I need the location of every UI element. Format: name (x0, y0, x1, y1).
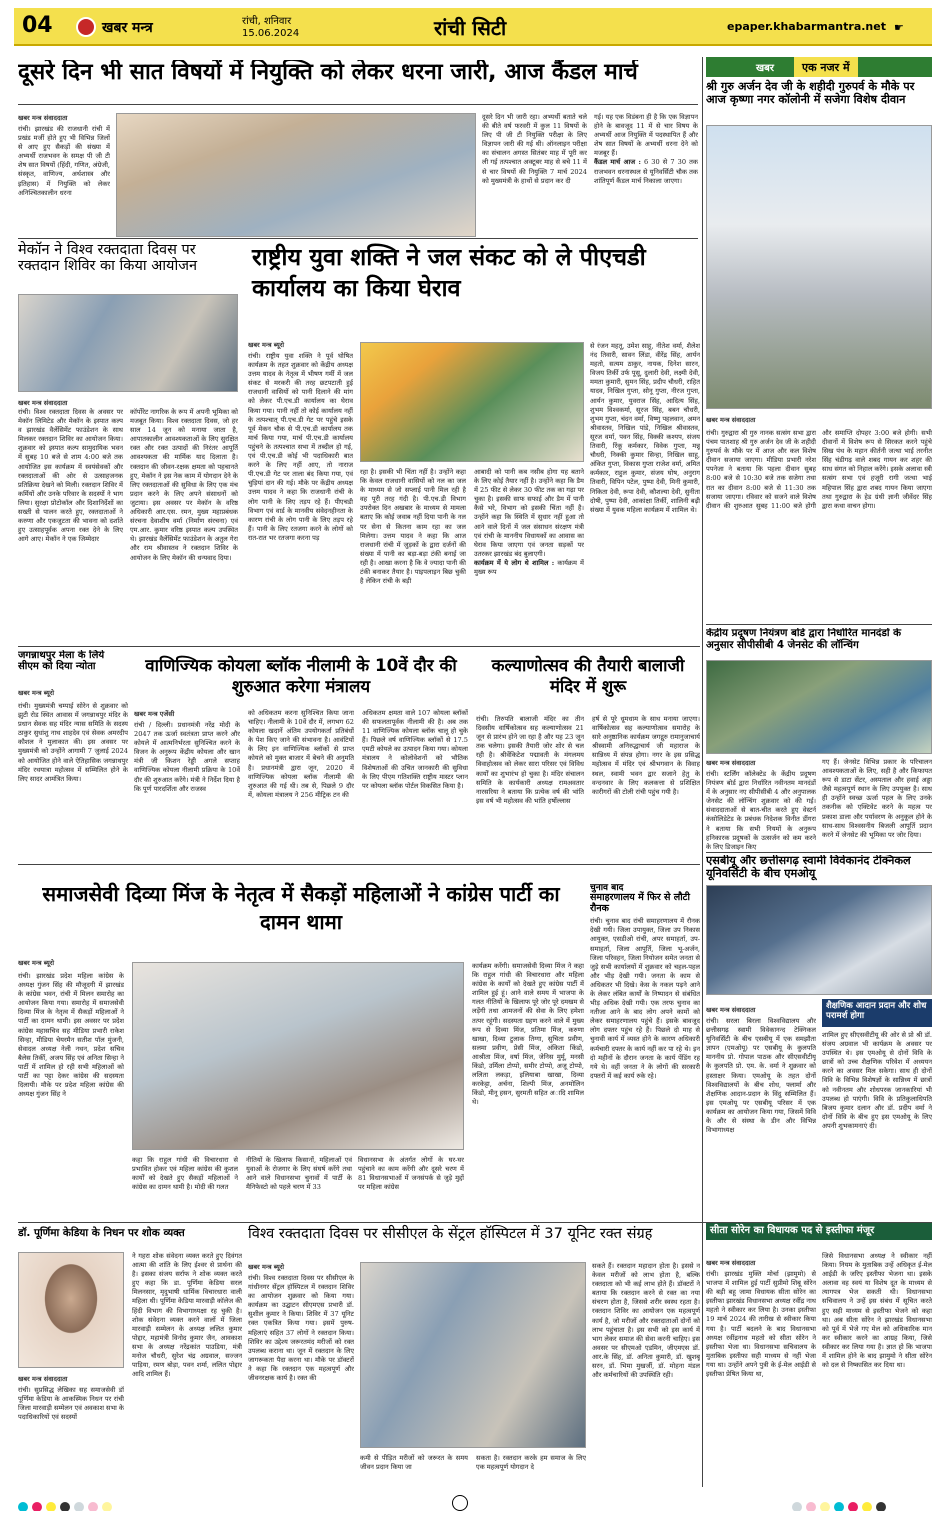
mecon-photo (18, 294, 238, 392)
lead-col-3: गई। यह एक विडंबना ही है कि एक विज्ञापन होने के बावजूद 11 में से चार विषय के अभ्यर्थी आज नियुक्ति में पदस्थापित हैं और शेष सात विषयों के अभ्यर्थी धरना देने को मजबूर हैं। (594, 113, 698, 158)
ek-nazar-bar (706, 57, 932, 77)
rule-top (18, 104, 698, 105)
ccl-story (248, 1222, 700, 1484)
soren-col-2: जिसे विधानसभा अध्यक्ष ने स्वीकार नहीं किया। नियम के मुताबिक उन्हें अधिकृत ई-मेल आईडी के जरिए इस्तीफा भेजना था। इसके अलावा वह स्वयं या विशेष दूत के माध्यम से त्यागपत्र भेज सकती थी। विधानसभा सचिवालय ने उन्हें इस संबंध में सूचित करते हुए सही माध्यम से इस्तीफा भेजने को कहा था। अब सीता सोरेन ने झारखंड विधानसभा को पूर्व में भेजे गए मेल को अधिकारिक मान कर स्वीकार करने का आग्रह किया, जिसे स्वीकार कर लिया गया है। ज्ञात हो कि भाजपा में शामिल होने के बाद झामुमो ने सीता सोरेन को दल से निष्कासित कर दिया था। (822, 1252, 932, 1370)
mecon-story (18, 238, 238, 638)
rule-lead-bottom (18, 238, 698, 239)
congress-photo (132, 962, 464, 1150)
coal-col-2: को अधिकतम करना सुनिश्चित किया जाना चाहिए। नीलामी के 10वें दौर में, लगभग 62 कोयला खदानें अंतिम उपयोगकर्ता प्रतिबंधों के पेश किए जाने की संभावना है। आवंटियों के लिए इन वाणिज्यिक ब्लॉकों से प्राप्त कोयले को मुक्त बाजार में बेचने की अनुमति है। प्रधानमंत्री द्वारा जून, 2020 में वाणिज्यिक कोयला ब्लॉक नीलामी की शुरुआत की गई थी। तब से, पिछले 9 दौर में, कोयला मंत्रालय ने 256 मीट्रिक टन की (248, 709, 354, 799)
congress-col-1: रांची। झारखंड प्रदेश महिला कांग्रेस के अध्यक्ष गुंजन सिंह की मौजूदगी में झारखंड के कांग्रेस भवन, रांची में मिलन समारोह का आयोजन किया गया। समारोह में समाजसेवी दिव्या मिंज के नेतृत्व में सैकड़ों महिलाओं ने पार्टी का दामन थामी। इस अवसर पर प्रदेश कांग्रेस महासचिव सह मीडिया प्रभारी राकेश सिन्हा, मीडिया चेयरमैन सतीश पॉल मुंजनी, सेवादल अध्यक्ष नेली नथन, प्रदेश सचिव बैलेस तिर्की, अजय सिंह एवं अनिता सिन्हा ने पार्टी में शामिल हो रही सभी महिलाओं को पार्टी का पट्टा देकर कांग्रेस की सदस्यता दिलायी। मौके पर प्रदेश महिला कांग्रेस की अध्यक्ष गुंजन सिंह ने (18, 972, 124, 1099)
election-headline: समाहरणालय में फिर से लौटी रौनक (590, 892, 690, 914)
header-city-date: रांची, शनिवार (242, 16, 292, 27)
mou-story (706, 855, 932, 1215)
mecon-byline: खबर मन्त्र संवाददाता (18, 399, 68, 407)
lead-story (18, 113, 698, 238)
ek-nazar-label: एक नजर में (794, 57, 858, 77)
congress-story (18, 880, 584, 1220)
congress-col-4: विधानसभा के अंतर्गत लोगों के घर-घर पहुंचाने का काम करेंगी और दूसरे चरण में 81 विधानसभाओं में जनसंपर्क से जुड़े मुद्दों पर महिला कांग्रेस (358, 1156, 464, 1192)
obituary-byline: खबर मन्त्र संवाददाता (18, 1375, 68, 1383)
dharna-photo (116, 113, 476, 237)
lead-col-2: दूसरे दिन भी जारी रहा। अभ्यर्थी बताते चले की बीते वर्ष फरवरी में कुल 11 विषयों के लिए पी जी टी नियुक्ति परीक्षा के लिए विज्ञापन जारी की गई थी। ऑनलाइन परीक्षा का संचालन अगस्त सितंबर माह में पूरी कर ली गई तत्पश्चात अक्टूबर माह से बचे 11 में से चार विषयों की नियुक्ति 7 मार्च 2024 को मुख्यमंत्री के हाथों से प्रदान कर दी (482, 113, 587, 185)
page-number: 04 (22, 13, 53, 38)
election-text: रांची। चुनाव बाद रांची समाहरणालय में रौनक देखी गयी। जिला उपायुक्त, जिला उप निकास आयुक्त, एसडीओ रांची, अपर समाहर्ता, उप-समाहर्ता, जिला आपूर्ति, जिला भू-अर्जन, जिला परिवहन, जिला नियोजन समेत जनता से जुड़े सभी कार्यालयों में शुक्रवार को चहल-पहल और भीड़ देखी गयी। जनता के काम से अधिकतर भी दिखे। केस के नकल पढ़ने आने के लेकर लंबित कार्यों के निष्पादन से संबंधित भीड़ अधिक देखी गयी। एक तरफ चुनाव का नतीजा आने के बाद लोग अपने कामों को लेकर समाहरणालय पहुंचे हैं। इसके बावजूद लोग दफ्तर पहुंच रहे हैं। पिछले दो माह से चुनावी कार्य में व्यस्त होने के कारण अधिकारी कर्मचारी दफ्तर के कार्य नहीं कर पा रहे थे। इन दो महीनों के दौरान जनता के कार्य पेंडिंग रह गये थे। वहीं जनता ने के लोगों की सरकारी दफ्तरों में कई कार्य रुके रहे। (590, 917, 700, 1080)
ccl-col-1: रांची। विश्व रक्तदाता दिवस पर सीसीएल के गांधीनगर सेंट्रल हॉस्पिटल में रक्तदान शिविर का आयोजन शुक्रवार को किया गया। कार्यक्रम का उद्घाटन सीएमएस प्रभारी डॉ. सुशील कुमार ने किया। शिविर में 37 यूनिट रक्त एकत्रित किया गया। इसमें पुरुष-महिलाएं सहित 37 लोगों ने रक्तदान किया। शिविर का उद्देश्य जरूरतमंद मरीजों को रक्त उपलब्ध कराना था। जून में रक्तदान के लिए जागरूकता पैदा करना था। मौके पर डॉक्टरों ने कहा कि रक्तदान एक महत्वपूर्ण और जीवनरक्षक कार्य है। रक्त की (248, 1274, 354, 1383)
congress-col-3: नीतियों के खिलाफ किसानों, महिलाओं एवं युवाओं के रोजगार के लिए संघर्ष करेंगे तथा आने वाले विधानसभा चुनावों में पार्टी के मैनिफेस्टो को पहले चरण में 33 (246, 1156, 352, 1192)
cpcb-col-1: रांची। स्टर्लिंग कॉलेक्टेड के केंद्रीय प्रदूषण नियंत्रण बोर्ड द्वारा निर्धारित नवीनतम मानदंडों में के अनुसार नए सीपीसीबी 4 और अनुपालक जेनसेट की लॉन्चिंग शुक्रवार को की गई। संवाददाताओं से बात-चीत करते हुए वेस्टर्न कंसोलिडेटेड के प्रबंधक निदेशक विनीत डींगरा ने बताया कि सभी नियमों के अनुरूप हनिकारक प्रदूषकों के उत्सर्जन को कम करने के लिए डिजाइन किए (706, 770, 816, 850)
rys-participants (474, 559, 584, 577)
ek-nazar-section (706, 57, 932, 625)
mecon-col-1: रांची। विश्व रक्तदाता दिवस के अवसर पर मेकॉन लिमिटेड और मेकॉन के इस्पात कल्प व झारखंड वैलेंसिमेंट फाउंडेशन के साथ मिलकर रक्तदान शिविर का आयोजन किया। शुक्रवार को इस्पात कल्प सामुदायिक भवन में सुबह 10 बजे से शाम 4:00 बजे तक आयोजित इस कार्यक्रम में स्वयंसेवकों और रक्तदाताओं की ओर से उत्साहजनक प्रतिक्रिया देखने को मिली। रक्तदान शिविर में कर्मियों और उनके परिवार के सदस्यों ने भाग लिया। सुरक्षा प्रोटोकॉल और दिशानिर्देशों का सख्ती से पालन करते हुए, रक्तदाताओं ने करुणा और एकजुटता की भावना को दर्शाते हुए उत्साहपूर्वक अपना रक्त देने के लिए आगे आए। मेकॉन ने एक जिम्मेदार (18, 408, 123, 544)
rys-story (248, 238, 700, 643)
mou-col-2: शामिल हुए सीएसवीटीयू की ओर से प्रो श्री डॉ. संजय अग्रवाल भी कार्यक्रम के अवसर पर उपस्थित थे। इस एमओयू से दोनों विवि के छात्रों को उच्च शैक्षणिक परिवेश में अध्ययन करने का अवसर मिल सकेगा। साथ ही दोनों विवि के विभिन्न विशेषज्ञों के सान्निध्य में छात्रों को नवीनतम और शोधपरक जानकारियां भी उपलब्ध हो पाएंगी। विवि के प्रतिकुलाधिपति बिजय कुमार दलान और डॉ. प्रदीप वर्मा ने दोनों विवि के बीच हुए इस एमओयू के लिए अपनी शुभकामनाएं दी। (822, 1031, 932, 1130)
rule-right-1 (706, 624, 932, 625)
coal-col-3: अधिकतम क्षमता वाले 107 कोयला ब्लॉकों की सफलतापूर्वक नीलामी की है। अब तक 11 वाणिज्यिक कोयला ब्लॉक चालू हो चुके हैं। पिछले वर्ष वाणिज्यिक ब्लॉकों से 17.5 एमटी कोयले का उत्पादन किया गया। कोयला मंत्रालय ने कोलोवेशनों को भौतिक विशेषताओं की उचित जानकारी की सुविधा के लिए पीएम गतिशक्ति राष्ट्रीय मास्टर प्लान पर कोयला ब्लॉक पोर्टल विकसित किया है। (362, 709, 468, 790)
brand-logo-icon (76, 17, 96, 37)
masthead-bar (14, 8, 932, 46)
cpcb-byline: खबर मन्त्र संवाददाता (706, 759, 756, 767)
mou-byline: खबर मन्त्र संवाददाता (706, 1006, 756, 1014)
jagannathpur-story (18, 650, 128, 860)
registration-crosshair-icon (452, 1495, 468, 1511)
main-headline: दूसरे दिन भी सात विषयों में नियुक्ति को लेकर धरना जारी, आज कैंडल मार्च (18, 60, 638, 85)
election-story (590, 880, 700, 1235)
soren-byline: खबर मन्त्र संवाददाता (706, 1259, 756, 1267)
jagannathpur-text: रांची। मुख्यमंत्री चम्पाई सोरेन से शुक्रवार को झुटी रोड स्थित आवास में जगन्नाथपुर मंदिर के प्रधान सेवक सह मंदिर न्यास समिति के सदस्य ठाकुर सुधांशु नाथ शाहदेव एवं सेवक अमरदीप कौशल ने मुलाकात की। इस अवसर पर मुख्यमंत्री को उन्होंने आगामी 7 जुलाई 2024 को आयोजित होने वाले ऐतिहासिक जगन्नाथपुर मंदिर रथयात्रा महोत्सव में सम्मिलित होने के लिए सादर आमंत्रित किया। (18, 702, 128, 783)
coal-headline: वाणिज्यिक कोयला ब्लॉक नीलामी के 10वें दौर की शुरुआत करेगा मंत्रालय (145, 655, 457, 696)
kalyanotsav-story (476, 655, 700, 860)
mecon-col-2: कॉर्पोरेट नागरिक के रूप में अपनी भूमिका को मजबूत किया। विश्व रक्तदाता दिवस, जो हर साल 14 जून को मनाया जाता है, आपातकालीन आवश्यकताओं के लिए सुरक्षित रक्त और रक्त उत्पादों की निरंतर आपूर्ति आवश्यकता की मार्मिक याद दिलाता है। रक्तदान की जीवन-रक्षक क्षमता को पहचानते हुए, मेकॉन ने इस नेक काम में योगदान देने के लिए रक्तदाताओं की सुविधा के लिए एक मंच प्रदान करने के लिए अपने संसाधनों को जुटाया। इस अवसर पर मेकॉन के वरिष्ठ अधिकारी आर.एस. रमन, मुख्य महाप्रबंधक संरचना देवाशीष वर्मा (निर्माण संरचना) एवं एम.आर. कुमार वरिष्ठ इस्पात कल्प उपस्थित थे। झारखंड वैलेंसिमेंट फाउंडेशन के अतुल गेरा और राम श्रीवास्तव ने रक्तदान शिविर के आयोजन के लिए मेकॉन की धन्यवाद दिया। (130, 408, 238, 562)
section-title: रांची सिटी (434, 16, 507, 40)
lead-col-3b (594, 158, 698, 185)
rys-col-4: से रंजन महतू, उमेश साहू, नीतेश वर्मा, शैलेश नंद तिवारी, सावन लिंडा, वीरेंद्र सिंह, आर्यन महतो, सत्यम ठाकुर, नायक, दिनेश सारन, विजय तिर्की उर्फ पूसू, दुलारी देवी, लक्ष्मी देवी, ममता कुमारी, सुमन सिंह, प्रदीप चौधरी, राहित यादव, निखिल गुप्ता, सोनू गुप्ता, नीरज गुप्ता, आर्यन कुमार, युवराज सिंह, आदित्य सिंह, शुभम विश्वकर्मा, सूरज सिंह, बबन चौधरी, शुभम गुप्ता, चंदन वर्मा, विष्णु पहलवान, अमन श्रीवास्तव, निखिल पांडे, निखिल श्रीवास्तव, सूरज वर्मा, पवन सिंह, विक्की कश्यप, संजय तिवारी, रिंकू कर्मकार, विवेक गुप्ता, मन्नू चौधरी, निक्की कुमार सिन्हा, निखिल साहू, अंकित गुप्ता, विकास गुप्ता राजेश वर्मा, अमित कर्मकार, राहुल कुमार, संजय घोष, अनुराग तिवारी, विपिन पटेल, पुष्पा देवी, मिनी कुमारी, निकिता देवी, रूपा देवी, कौशल्या देवी, सुनीता दोषी, पुष्पा देवी, आकांक्षा तिर्की, शालिनी बढ़ी संख्या में युवक महिला कार्यक्रम में शामिल थे। (590, 342, 700, 514)
rys-col-3: आबादी को पानी कब नसीब होगा यह बताने के लिए कोई तैयार नहीं है। उन्होंने कहा कि डैम में 25 फीट से लेकर 30 फीट तक का गढ़ा पर चुका है। इसकी साफ सफाई और डैम में पानी कैसे भरे, विभाग को इसकी चिंता नहीं है। उन्होंने कहा कि स्थिति में सुधार नहीं हुआ तो आने वाले दिनों में जल संसाधन संरक्षण मंत्री एवं रांची के माननीय विधायकों का आवास का घेराव किया जाएगा एवं जनता सड़कों पर उतरकर झारखंड बंद बुलाएगी। (474, 468, 584, 558)
election-kicker: चुनाव बाद (590, 883, 624, 893)
congress-col-2: कहा कि राहुल गांधी की विचारधारा से प्रभावित होकर एवं महिला कांग्रेस की कुशल कार्यों को देखते हुए सैकड़ों महिलाओं ने कांग्रेस का दामन थामी है। मोदी की गलत (132, 1156, 238, 1192)
soren-col-1: रांची। झारखंड मुक्ति मोर्चा (झामुमो) से भाजपा में शामिल हुई पार्टी सुप्रीमो शिबू सोरेन की बड़ी बहू जामा विधायक सीता सोरेन का इस्तीफा झारखंड विधानसभा अध्यक्ष रवींद्र नाथ महतो ने स्वीकार कर लिया है। उनका इस्तीफा 19 मार्च 2024 की तारीख से स्वीकार किया गया है। पार्टी बदलने के बाद विधानसभा अध्यक्ष रवींद्रनाथ महतो को सीता सोरेन ने इस्तीफा भेजा था। विधानसभा सचिवालय के मुताबिक इस्तीफा सही माध्यम से नहीं भेजा गया था। उन्होंने अपने पुत्री के ई-मेल आईडी से इस्तीफा प्रेषित किया था, (706, 1270, 816, 1379)
kalyanotsav-col-2: हर्ष से पूरे धूमधाम के साथ मनाया जाएगा। वार्षिकोत्सव सह कल्याणोत्सव समारोह के सारे अनुष्ठानिक कार्यक्रम जगद्गुरु रामानुजाचार्य श्रीस्वामी अनिरुद्धाचार्य जी महाराज के सान्निध्य में संपन्न होगा। नगर के इस प्रसिद्ध महोत्सव में मंदिर एवं श्रीभगवान के विवाह स्थल, स्वामी भवन द्वार सजाने हेतु के वन्दनवार के लिए कलकत्ता से प्रशिक्षित कारीगरों की टोली रांची पहुंच गयी है। (592, 715, 700, 796)
brand-name: खबर मन्त्र (102, 20, 153, 36)
cursor-icon: ☛ (894, 21, 904, 34)
congress-col-5: कार्यक्रम करेंगी। समाजसेवी दिव्या मिंज ने कहा कि राहुल गांधी की विचारधारा और महिला कांग्रेस के कार्यों को देखते हुए कांग्रेस पार्टी में शामिल हुई हूं। आने वाले समय में भाजपा के गलत नीतियों के खिलाफ पूरे जोर पूरे दमखम से लड़ेंगी तथा आमजनों की सेवा के लिए हमेशा तत्पर रहूंगी। सदस्यता ग्रहण करने वाले में मुख्य रूप से दिव्या मिंज, प्रतिमा मिंज, करुणा खाखा, दिव्या टुलाक तिग्गा, सुचिता प्रवीण, सलमा प्रवीण, प्रेसी मिंज, अंकिता किंडो, आश्रीता मिंज, वर्षा मिंज, जेनिस मुर्मू, मनसी किंडो, उर्मिला टोप्पो, समीर टोप्पो, अजू टोप्पो, ललिता लकड़ा, इलियाबा खाखा, दिव्या करकेट्टा, अर्चना, शिल्पी मिंज, अनमोलिन किंडो, मीनू हसन, सुरमती सहित अादि शामिल थे। (472, 962, 584, 1107)
mou-headline: एसबीयू और छत्तीसगढ़ स्वामी विवेकानंद टेक्निकल यूनिवर्सिटी के बीच एमओयू (706, 855, 911, 880)
congress-headline: समाजसेवी दिव्या मिंज के नेतृत्व में सैकड़ों महिलाओं ने कांग्रेस पार्टी का दामन थामा (42, 882, 560, 934)
rule-right-col (702, 57, 703, 1487)
lead-col-1: रांची। झारखंड की राजधानी रांची में प्रखंड मर्जी होते हुए भी विभिन्न जिलों से आए हुए सैकड़ों की संख्या में अभ्यर्थी राजभवन के समक्ष पी जी टी शेष सात विषयों (हिंदी, गणित, अंग्रेजी, संस्कृत, वाणिज्य, अर्थशास्त्र और इतिहास) में नियुक्ति को लेकर अनिश्चितकालीन धरना (18, 125, 110, 197)
rule-mid-3 (18, 1222, 932, 1223)
candle-march-text: 6 30 से 7 30 तक राजभवन धरनास्थल से यूनिवर्सिटी चौक तक शांतिपूर्ण कैंडल मार्च निकाला जाएगा। (594, 158, 698, 185)
candle-march-subhead: कैंडल मार्च आज : (594, 158, 641, 167)
rule-mid-1 (18, 646, 700, 647)
rys-participants-label: कार्यक्रम में ये लोग थे शामिल : (474, 558, 555, 567)
obituary-headline: डॉ. पूर्णिमा केडिया के निधन पर शोक व्यक्त (18, 1227, 185, 1239)
gurudwara-photo (706, 125, 932, 409)
rys-participants-intro: कार्यक्रम में मुख्य रूप (474, 558, 584, 577)
rule-right-2 (706, 852, 932, 853)
congress-byline: खबर मन्त्र ब्यूरो (18, 959, 55, 967)
ek-nazar-brand: खबर (756, 63, 774, 74)
ccl-col-2: कमी से पीड़ित मरीजों को जरूरत के समय जीवन प्रदान किया जा (360, 1454, 468, 1472)
rys-photo (360, 342, 584, 462)
obituary-col-1: रांची। सुप्रसिद्ध लेखिका सह समाजसेवी डॉ पूर्णिमा केडिया के आकस्मिक निधन पर रांची जिला मारवाड़ी सम्मेलन एवं अवकाश सभा के पदाधिकारियों एवं सदस्यों (18, 1386, 124, 1422)
kalyanotsav-headline: कल्याणोत्सव की तैयारी बालाजी मंदिर में शुरू (491, 655, 685, 696)
obituary-col-2: ने गहरा शोक संवेदना व्यक्त करते हुए दिवंगत आत्मा की शांति के लिए ईश्वर से प्रार्थना की है। इसका संजय सर्राफ ने शोक व्यक्त करते हुए कहा कि डा. पूर्णिमा केडिया सरल मिलनसार, मृदुभाषी धार्मिक विचारधारा वाली महिला थी। पूर्णिमा केडिया मारवाड़ी कॉलेज की हिंदी विभाग की विभागाध्यक्षा रह चुकी है। शोक संवेदना व्यक्त करने वालों में जिला मारवाड़ी सम्मेलन के अध्यक्ष ललित कुमार पोद्दार, महामंत्री विनोद कुमार जैन, आवकाश सभा के अध्यक्ष नरेंद्रकांत पाउडिया, मंत्री मनोज चौधरी, सुरेश चंद्र अग्रवाल, सज्जन पाड़िया, रमण बोड़ा, पवन शर्मा, ललित पोद्दार आदि शामिल हैं। (132, 1252, 242, 1379)
mou-col-1: रांची। सरला बिरला विश्वविद्यालय और छत्तीसगढ़ स्वामी विवेकानन्द टेक्निकल यूनिवर्सिटी के बीच एसबीयू में एक समझौता ज्ञापन (एमओयू) पर एसबीयू के कुलपति माननीय प्रो. गोपाल पाठक और सीएसवीटीयू के कुलपति प्रो. एम. के. वर्मा ने शुक्रवार को हस्ताक्षर किया। एमओयू के तहत दोनों विश्वविद्यालयों के बीच शोध, फ्लार्मा और शैक्षणिक आदान-प्रदान के विंदु सम्मिलित हैं। इस एमओयू पर एसबीयू परिसर में एक कार्यक्रम का आयोजन किया गया, जिसमें विवि के और से संस्था के डीन और विभिन्न विभागाध्यक्ष (706, 1017, 816, 1135)
cpcb-story (706, 628, 932, 850)
ccl-col-3: सकता है। रक्तदान करके हम समाज के लिए एक महत्वपूर्ण योगदान दे (476, 1454, 586, 1472)
soren-story (706, 1222, 932, 1484)
cpcb-headline: केंद्रीय प्रदूषण नियंत्रण बोर्ड द्वारा निर्धारित मानदंडों के अनुसार सीपीसीबी 4 जेनसेट की लॉन्चिंग (706, 628, 902, 651)
ek-nazar-byline: खबर मन्त्र संवाददाता (706, 416, 756, 424)
soren-headline: सीता सोरेन का विधायक पद से इस्तीफा मंजूर (706, 1222, 932, 1240)
mou-caption-box: शैक्षणिक आदान प्रदान और शोध परामर्श होगा (822, 999, 932, 1027)
kalyanotsav-col-1: रांची। तिरुपति बालाजी मंदिर का तीन दिवसीय वार्षिकोत्सव सह कल्याणोत्सव 21 जून से प्रारंभ होने जा रहा है और यह 23 जून तक चलेगा। इसकी तैयारी जोर शोर से चल रही है। श्रीवेंकिटेश पद्मावती के मंगलमय विवाहोत्सव को लेकर सारा परिसर एवं विविध कार्यों का शुभारंभ हो चुका है। मंदिर संचालन समिति के कार्यकारी अध्यक्ष रामअवतार नारसरिया ने बताया कि प्रत्येक वर्ष की भांति इस वर्ष भी महोत्सव की भांति हर्षोल्लास (476, 715, 584, 805)
ek-nazar-text: रांची। गुरुद्वारा श्री गुरु नानक सत्संग सभा द्वारा पंचम पातशाह श्री गुरु अर्जन देव जी के शहीदी गुरुपर्व के मौके पर में आज और कल विशेष दीवान सजाया जाएगा। मीडिया प्रभारी नरेश पपनेजा ने बताया कि पहला दीवान सुबह 8:00 बजे से 10:30 बजे तक सजेगा तथा रात का दीवान 8:00 बजे से 11:30 तक सजाया जाएगा। रविवार को सजने वाले विशेष दीवान की शुरुआत सुबह 11:00 बजे होगी और समाप्ति दोपहर 3:00 बजे होगी। सभी दीवानों में विशेष रूप से सिरकत करने पहुंचे सिख पंथ के महान कीर्तनी जत्था भाई तरनीत सिंह चंडीगढ़ वाले शबद गायन कर शहर की साध संगत को निहाल करेंगे। इसके अलावा स्त्री सत्संग सभा एवं हजूरी रागी जत्था भाई महिपाल सिंह द्वारा शबद गायन किया जाएगा तथा गुरुद्वारा के हेड ग्रंथी ज्ञानी जीवेंदर सिंह द्वारा कथा वाचन होगा। (706, 429, 932, 510)
coal-col-1: रांची / दिल्ली। प्रधानमंत्री नरेंद्र मोदी के 2047 तक ऊर्जा स्वतंत्रता प्राप्त करने और कोयले में आत्मनिर्भरता सुनिश्चित करने के विजन के अनुरूप केंद्रीय कोयला और खान मंत्री जी किशन रेड्डी अगले सप्ताह वाणिज्यिक कोयला नीलामी प्रक्रिया के 10वें दौर की शुरुआत करेंगे। मंत्री ने निर्देश दिया है कि पूर्ण पारदर्शिता और राजस्व (134, 721, 240, 793)
rys-col-2: रहा है। इसकी भी चिंता नहीं है। उन्होंने कहा कि केवल राजधानी वासियों को नल का जल के माध्यम से जो सप्लाई पानी मिल रही है वह पूरी तरह गंदी है। पी.एच.डी विभाग उपरोक्त दिन अखबार के माध्यम से मामला बताए कि कोई जवाब नहीं दिया पानी के नल पर सेना से कितना काम रहा का जल मिलेगा। उत्तम यादव ने कहा कि आज राजधानी रांची में जुड़कों के द्वारा दर्जनों की संख्या में पानी का बड़ा-बड़ा टंकी बनाई जा रही है। आखा करना है कि वे ज्यादा पानी की टंकी बनाकर तैयार है। पाइपलाइन बिछ चुकी है लेकिन रांची के बड़ी (360, 468, 466, 586)
obituary-story (18, 1222, 242, 1484)
coal-story (134, 655, 468, 860)
mou-photo (706, 885, 932, 995)
rule-mid-2 (18, 864, 700, 865)
ccl-byline: खबर मन्त्र ब्यूरो (248, 1263, 285, 1271)
byline: खबर मन्त्र संवाददाता (18, 114, 68, 122)
header-date: 15.06.2024 (242, 28, 300, 39)
ek-nazar-headline: श्री गुरु अर्जन देव जी के शहीदी गुरुपर्व के मौके पर आज कृष्णा नगर कॉलोनी में सजेगा विशेष दीवान (706, 80, 915, 106)
rys-headline: राष्ट्रीय युवा शक्ति ने जल संकट को ले पीएचडी कार्यालय का किया घेराव (252, 243, 646, 302)
jagannathpur-headline: जगन्नाथपुर मेला के लिये सीएम को दिया न्योता (18, 650, 105, 673)
rys-byline: खबर मन्त्र ब्यूरो (248, 341, 285, 349)
obituary-portrait (18, 1252, 124, 1368)
rys-col-1: रांची। राष्ट्रीय युवा शक्ति ने पूर्व घोषित कार्यक्रम के तहत शुक्रवार को केंद्रीय अध्यक्ष उत्तम यादव के नेतृत्व में भीषण गर्मी में जल संकट से मरकरी की तरह छटपटाती हुई राजधानी वासियों को पानी दिलाने की मांग को लेकर पी.एच.डी कार्यालय का घेराव किया गया। पानी नहीं तो कोई कार्यालय नहीं के तत्पश्चात् पी.एच.डी गेट पर पहुंचे इसके पूर्व मेकन चौक से पी.एच.डी कार्यालय तक मार्च किया गया, मार्च पी.एच.डी कार्यालय पहुंचने के तत्पश्चात सभा में तब्दील हो गई, एवं पी.एच.डी कोई भी पदाधिकारी बात करने के लिए नहीं आए, तो नाराज पी.एच.डी गेट पर ताला बंद किया गया, एवं चुड़ियां दान की गई। मौके पर केंद्रीय अध्यक्ष उत्तम यादव ने कहा कि राजधानी रांची के लोग पानी के लिए तड़प रहे हैं। पीएचडी विभाग एवं वार्ड के मानवीय संवेदनहीनता के कारण रांची के लोग पानी के लिए तड़प रहे हैं। पानी के लिए रतजगा करने के लोगों को रात-रात भर रतजगा करना पड़ (248, 352, 353, 542)
website-link[interactable]: epaper.khabarmantra.net (727, 20, 886, 33)
jagannathpur-byline: खबर मन्त्र ब्यूरो (18, 689, 55, 697)
ccl-headline: विश्व रक्तदाता दिवस पर सीसीएल के सेंट्रल हॉस्पिटल में 37 यूनिट रक्त संग्रह (248, 1225, 653, 1242)
coal-byline: खबर मन्त्र एजेंसी (134, 710, 175, 718)
registration-marks-left (18, 1497, 218, 1511)
ccl-photo (360, 1262, 586, 1448)
mecon-headline: मेकॉन ने विश्व रक्तदाता दिवस पर रक्तदान शिविर का किया आयोजन (18, 242, 198, 275)
registration-marks-right (792, 1497, 932, 1511)
ccl-col-4: सकते हैं। रक्तदान महादान होता है। इससे न केवल मरीजों को लाभ होता है, बल्कि रक्तदाता को भी कई लाभ होते हैं। डॉक्टरों ने बताया कि रक्तदान करने से रक्त का नया संचरण होता है, जिससे शरीर स्वस्थ रहता है। रक्तदान शिविर का आयोजन एक महत्वपूर्ण कार्य है, जो मरीजों और रक्तदाताओं दोनों को लाभ पहुंचाता है। इस सभी को इस कार्य में भाग लेकर समाज की सेवा करनी चाहिए। इस अवसर पर सीएमओ एडमिन, जीएमएस डॉ. आर.के सिंह, डॉ. अनिता कुमारी, डॉ. खुशबू सरन, डॉ. भिमा मुखर्जी, डॉ. मोहना मंडल और कर्मचारियों की उपस्थिति रही। (592, 1262, 700, 1380)
cpcb-col-2: गए हैं। जेनसेट विभिन्न प्रकार के परिचालन आवश्यकताओं के लिए, सही है और किफायत रूप से डाटा सेंटर, अस्पताल और हवाई अड्डा जैसे महत्वपूर्ण स्थान के लिए उपयुक्त है। साथ ही उन्होंने स्वच्छ ऊर्जा पहल के लिए उनके तकनीक को एक्टिवेट करने के महत्व पर प्रकाश डाला और पर्यावरण के अनुकूल होने के साथ-साथ विश्वसनीय बिजली आपूर्ति प्रदान करने में जेनसेट की भूमिका पर जोर दिया। (822, 758, 932, 839)
genset-photo (706, 660, 932, 754)
